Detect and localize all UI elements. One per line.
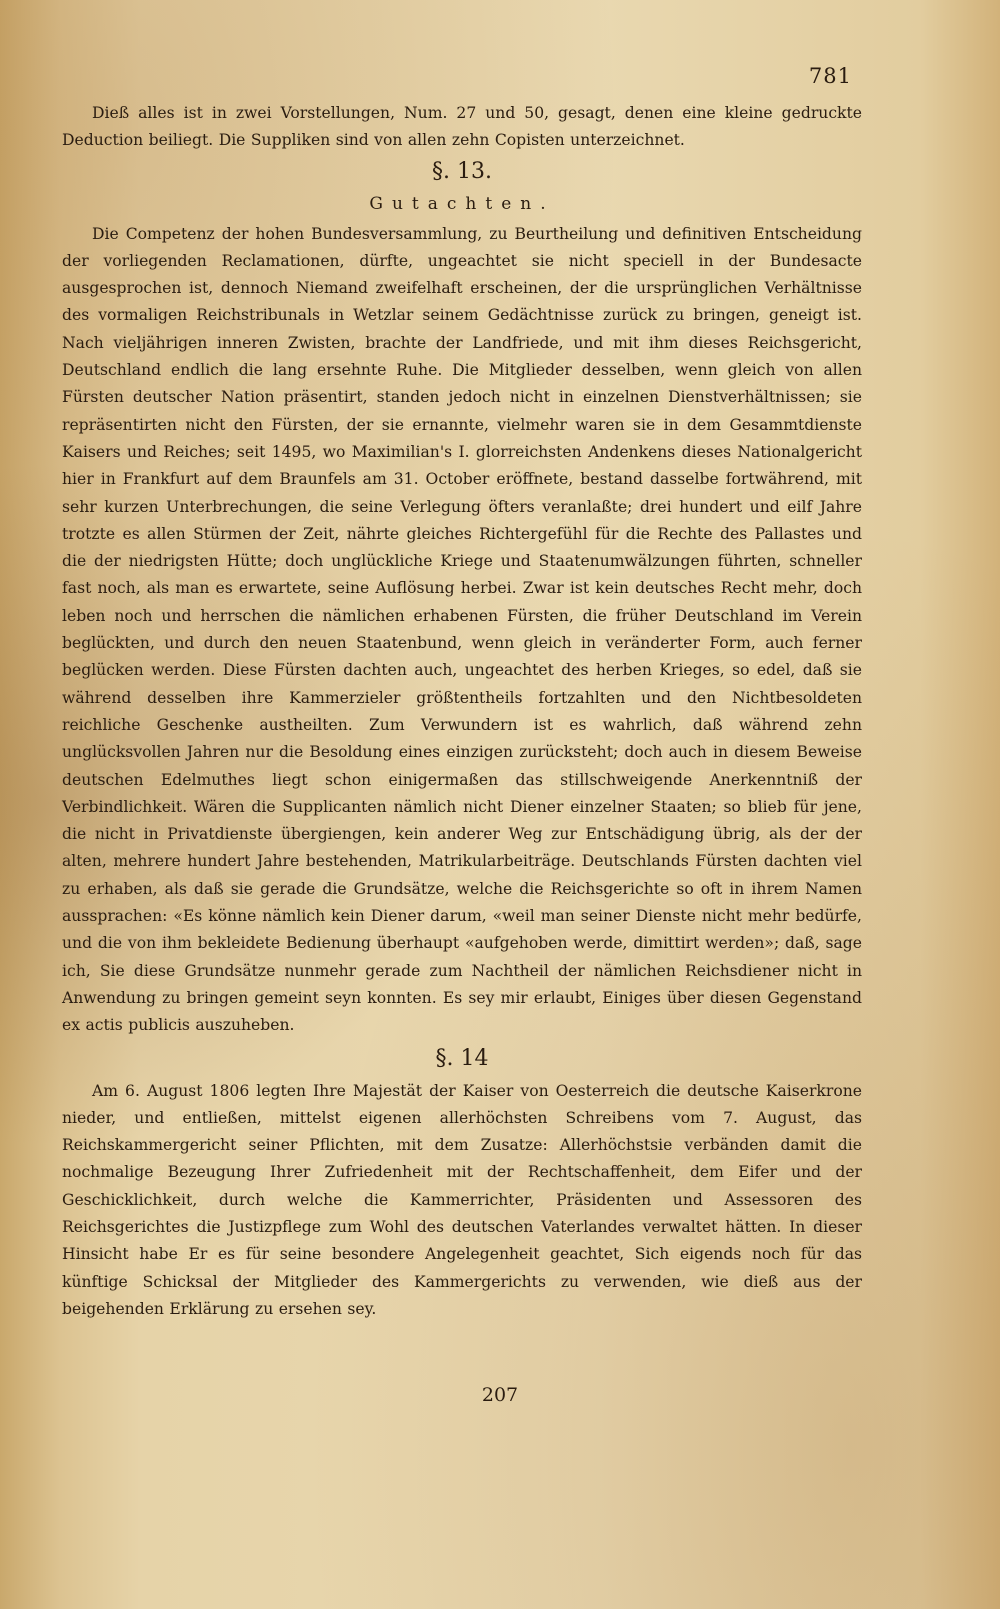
page-body [62,100,862,1323]
section-14-heading: §. 14 [435,1045,489,1071]
section-14-paragraph: Am 6. August 1806 legten Ihre Majestät der Kaiser von Oesterreich die deutsche Kaiserkrone nieder, und entließen, mittelst eigenen allerhöchsten Schreibens vom 7. August, das Reichskammergericht seiner Pflichten, mit dem Zusatze: Allerhöchstsie verbänden damit die nochmalige Bezeugung Ihrer Zufriedenheit mit der Rechtschaffenheit, dem Eifer und der Geschicklichkeit, durch welche die Kammerrichter, Präsidenten und Assessoren des Reichsgerichtes die Justizpflege zum Wohl des deutschen Vaterlandes verwaltet hätten. In dieser Hinsicht habe Er es für seine besondere Angelegenheit geachtet, Sich eigends noch für das künftige Schicksal der Mitglieder des Kammergerichts zu verwenden, wie dieß aus der beigehenden Erklärung zu ersehen sey. [62,1081,862,1318]
page-number: 781 [808,64,852,88]
signature-mark: 207 [481,1384,519,1406]
section-13-heading: §. 13. [432,158,492,184]
gutachten-paragraph: Die Competenz der hohen Bundesversammlung, zu Beurtheilung und definitiven Entscheidung der vorliegenden Reclamationen, dürfte, ungeachtet sie nicht speciell in der Bundesacte ausgesprochen ist, dennoch Niemand zweifelhaft erscheinen, der die ursprünglichen Verhältnisse des vormaligen Reichstribunals in Wetzlar seinem Gedächtnisse zurück zu bringen, geneigt ist. Nach vieljährigen inneren Zwisten, brachte der Landfriede, und mit ihm dieses Reichsgericht, Deutschland endlich die lang ersehnte Ruhe. Die Mitglieder desselben, wenn gleich von allen Fürsten deutscher Nation präsentirt, standen jedoch nicht in einzelnen Dienstverhältnissen; sie repräsentirten nicht den Fürsten, der sie ernannte, vielmehr waren sie in dem Gesammtdienste Kaisers und Reiches; seit 1495, wo Maximilian's I. glorreichsten Andenkens dieses Nationalgericht hier in Frankfurt auf dem Braunfels am 31. October eröffnete, bestand dasselbe fortwährend, mit sehr kurzen Unterbrechungen, die seine Verlegung öfters veranlaßte; drei hundert und eilf Jahre trotzte es allen Stürmen der Zeit, nährte gleiches Richtergefühl für die Rechte des Pallastes und die der niedrigsten Hütte; doch unglückliche Kriege und Staatenumwälzungen führten, schneller fast noch, als man es erwartete, seine Auflösung herbei. Zwar ist kein deutsches Recht mehr, doch leben noch und herrschen die nämlichen erhabenen Fürsten, die früher Deutschland im Verein beglückten, und durch den neuen Staatenbund, wenn gleich in veränderter Form, auch ferner beglücken werden. Diese Fürsten dachten auch, ungeachtet des herben Krieges, so edel, daß sie während desselben ihre Kammerzieler größtentheils fortzahlten und den Nichtbesoldeten reichliche Geschenke austheilten. Zum Verwundern ist es wahrlich, daß während zehn unglücksvollen Jahren nur die Besoldung eines einzigen zurücksteht; doch auch in diesem Beweise deutschen Edelmuthes liegt schon einigermaßen das stillschweigende Anerkenntniß der Verbindlichkeit. Wären die Supplicanten nämlich nicht Diener einzelner Staaten; so blieb für jene, die nicht in Privatdienste übergiengen, kein anderer Weg zur Entschädigung übrig, als der der alten, mehrere hundert Jahre bestehenden, Matrikularbeiträge. Deutschlands Fürsten dachten viel zu erhaben, als daß sie gerade die Grundsätze, welche die Reichsgerichte so oft in ihrem Namen aussprachen: «Es könne nämlich kein Diener darum, «weil man seiner Dienste nicht mehr bedürfe, und die von ihm bekleidete Bedienung überhaupt «aufgehoben werde, dimittirt werden»; daß, sage ich, Sie diese Grundsätze nunmehr gerade zum Nachtheil der nämlichen Reichsdiener nicht in Anwendung zu bringen gemeint seyn konnten. Es sey mir erlaubt, Einiges über diesen Gegenstand ex actis publicis auszuheben. [62,224,862,1035]
opening-paragraph: Dieß alles ist in zwei Vorstellungen, Num. 27 und 50, gesagt, denen eine kleine gedruckte Deduction beiliegt. Die Suppliken sind von allen zehn Copisten unterzeichnet. [62,104,862,150]
gutachten-heading: Gutachten. [369,193,555,214]
